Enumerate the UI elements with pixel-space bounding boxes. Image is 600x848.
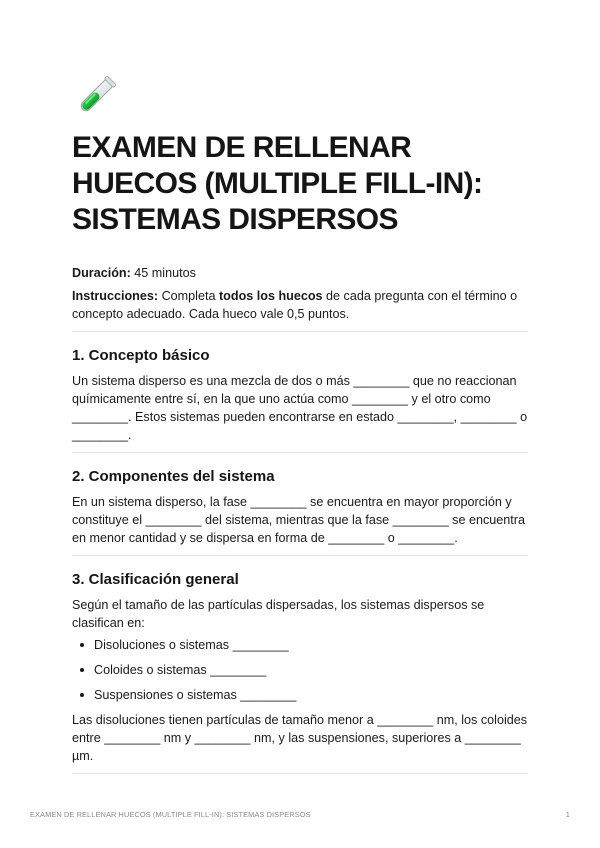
instructions-bold: todos los huecos [218, 289, 323, 303]
instructions-label: Instrucciones: [72, 289, 159, 303]
divider [72, 773, 528, 774]
duration-label: Duración: [72, 266, 131, 280]
section-intro: Según el tamaño de las partículas dispersadas, los sistemas dispersos se clasifican en: [72, 598, 485, 630]
test-tube-icon [72, 76, 116, 120]
section-title: 2. Componentes del sistema [72, 468, 275, 485]
page-title: EXAMEN DE RELLENAR HUECOS (MULTIPLE FILL-IN): SISTEMAS DISPERSOS [72, 131, 483, 236]
section-clasificacion [72, 570, 528, 765]
instructions-pre: Completa [161, 289, 216, 303]
list-item: Disoluciones o sistemas ________ [94, 636, 528, 654]
duration-value: 45 minutos [134, 266, 196, 280]
page-footer [30, 810, 570, 819]
section-text: En un sistema disperso, la fase ________ se encuentra en mayor proporción y constituye el ________ del sistema, mientras que la fase ________ se encuentra en menor cantidad y se dispersa en forma de ________ o ________. [72, 495, 525, 545]
footer-title: EXAMEN DE RELLENAR HUECOS (MULTIPLE FILL-IN): SISTEMAS DISPERSOS [30, 810, 311, 819]
document-page [72, 76, 528, 774]
section-text: Un sistema disperso es una mezcla de dos o más ________ que no reaccionan químicamente entre sí, en la que uno actúa como ________ y el otro como ________. Estos sistemas pueden encontrarse en estado ________, ________ o ________. [72, 374, 528, 442]
divider [72, 555, 528, 556]
divider [72, 452, 528, 453]
classification-list [72, 636, 528, 704]
divider [72, 331, 528, 332]
instructions-post: de cada pregunta con el término o concepto adecuado. Cada hueco vale 0,5 puntos. [72, 289, 518, 321]
page-number: 1 [565, 810, 570, 819]
duration-line [72, 264, 528, 282]
list-item: Coloides o sistemas ________ [94, 661, 528, 679]
instructions-line [72, 287, 528, 323]
section-title: 1. Concepto básico [72, 347, 210, 364]
section-concepto-basico [72, 346, 528, 444]
section-title: 3. Clasificación general [72, 571, 239, 588]
section-outro: Las disoluciones tienen partículas de tamaño menor a ________ nm, los coloides entre ________ nm y ________ nm, y las suspensiones, superiores a ________ µm. [72, 713, 528, 763]
section-componentes [72, 467, 528, 547]
list-item: Suspensiones o sistemas ________ [94, 686, 528, 704]
